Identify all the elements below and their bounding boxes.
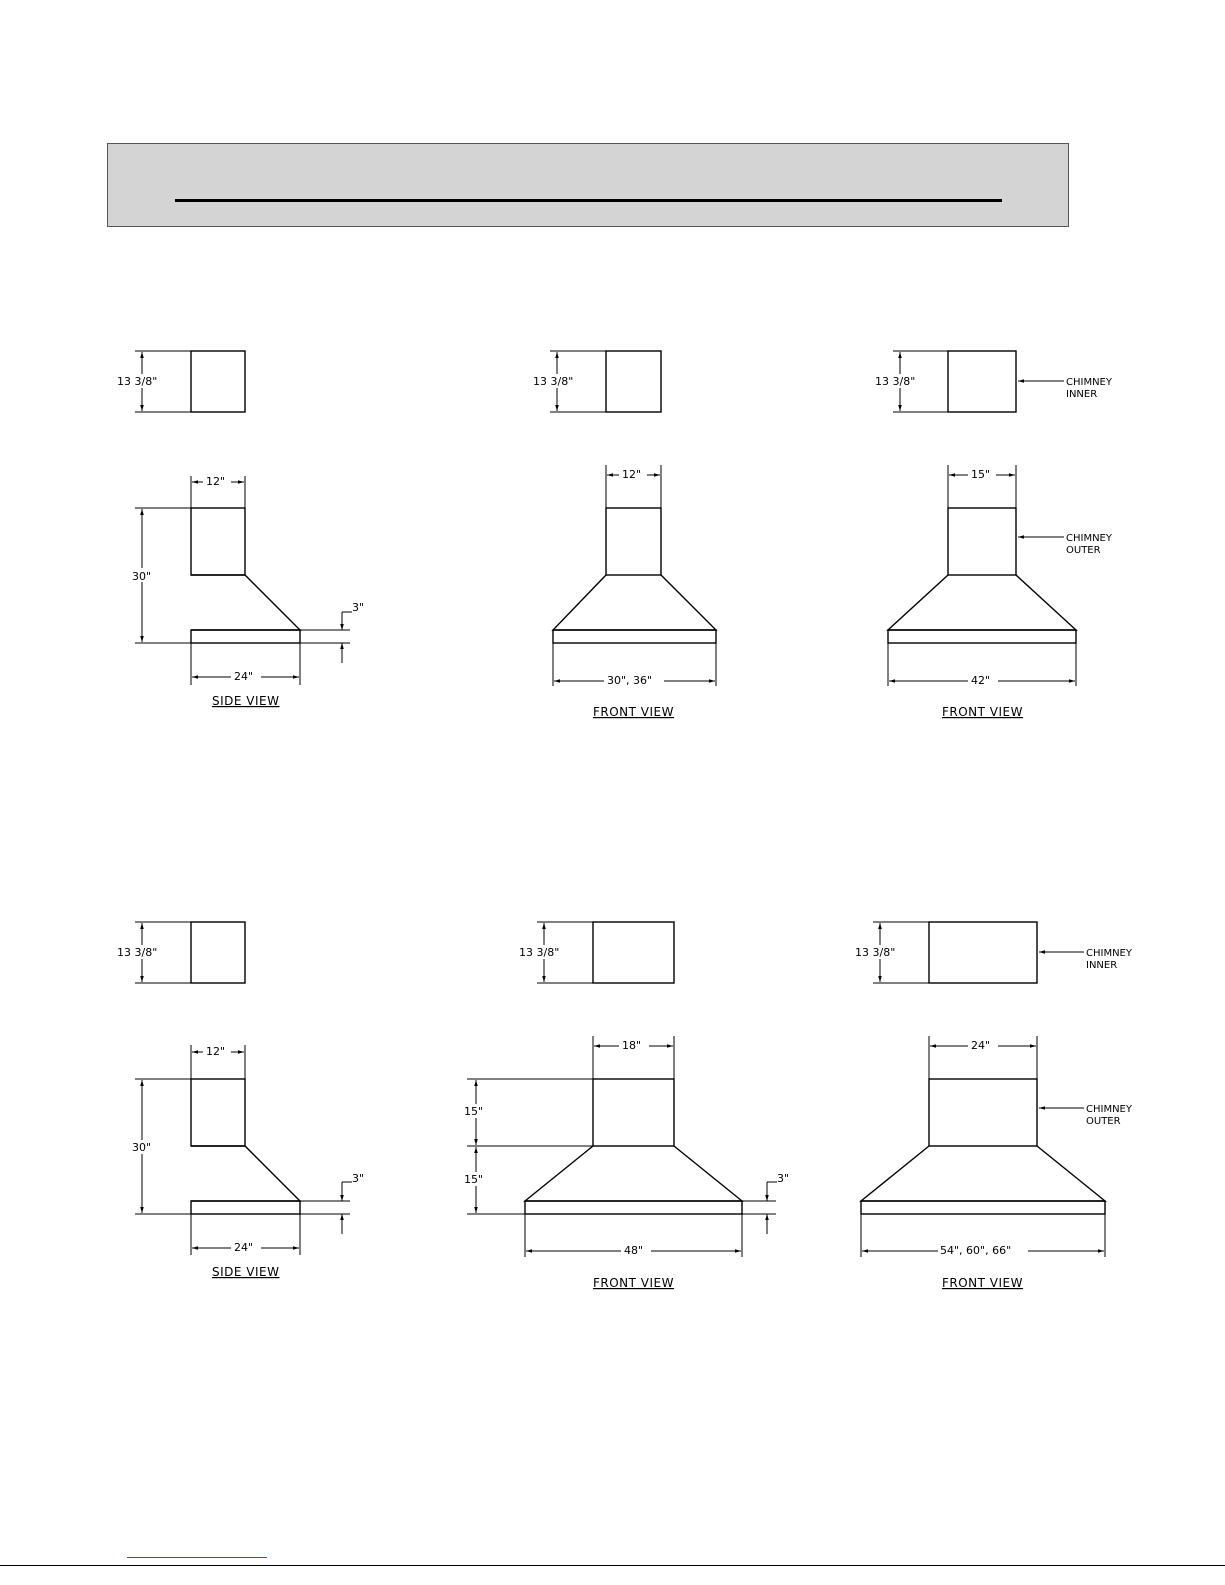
dim-inner-height: 13 3/8" xyxy=(117,946,158,959)
label-chimney-outer-2: OUTER xyxy=(1066,545,1101,556)
dim-hood-depth: 24" xyxy=(234,1241,254,1254)
dim-inner-height: 13 3/8" xyxy=(875,375,916,388)
dim-chimney-width: 12" xyxy=(206,1045,226,1058)
dim-inner-height: 13 3/8" xyxy=(117,375,158,388)
dim-hood-width: 48" xyxy=(624,1244,644,1257)
dim-lip: 3" xyxy=(352,601,365,614)
view-title: SIDE VIEW xyxy=(212,694,280,708)
dim-lower-height: 15" xyxy=(464,1173,484,1186)
dim-total-height: 30" xyxy=(132,570,152,583)
label-chimney-inner-2: INNER xyxy=(1066,389,1098,400)
footer-rule xyxy=(0,1565,1225,1566)
label-chimney-inner-2: INNER xyxy=(1086,960,1118,971)
dim-inner-height: 13 3/8" xyxy=(519,946,560,959)
top-front-view-b xyxy=(888,465,1113,719)
bottom-front-b-inner-chimney xyxy=(854,922,1133,983)
top-side-view xyxy=(130,474,364,708)
label-chimney-outer-1: CHIMNEY xyxy=(1086,1104,1132,1115)
label-chimney-inner-1: CHIMNEY xyxy=(1086,948,1132,959)
dim-hood-depth: 24" xyxy=(234,670,254,683)
label-chimney-outer-1: CHIMNEY xyxy=(1066,533,1112,544)
dim-hood-width: 54", 60", 66" xyxy=(940,1244,1012,1257)
top-front-b-inner-chimney xyxy=(874,351,1113,412)
dim-chimney-width: 12" xyxy=(206,475,226,488)
view-title: FRONT VIEW xyxy=(942,1276,1024,1290)
bottom-side-view xyxy=(130,1044,364,1279)
dim-chimney-width: 15" xyxy=(971,468,991,481)
bottom-front-view-b xyxy=(861,1036,1133,1290)
label-chimney-inner-1: CHIMNEY xyxy=(1066,377,1112,388)
label-chimney-outer-2: OUTER xyxy=(1086,1116,1121,1127)
bottom-front-a-inner-chimney xyxy=(518,922,674,983)
dim-hood-width: 42" xyxy=(971,674,991,687)
dim-hood-width: 30", 36" xyxy=(607,674,653,687)
footer-link-underline xyxy=(127,1557,267,1558)
dim-chimney-width: 12" xyxy=(622,468,642,481)
dim-upper-height: 15" xyxy=(464,1105,484,1118)
view-title: FRONT VIEW xyxy=(593,1276,675,1290)
dim-inner-height: 13 3/8" xyxy=(855,946,896,959)
view-title: FRONT VIEW xyxy=(942,705,1024,719)
dim-total-height: 30" xyxy=(132,1141,152,1154)
dim-inner-height: 13 3/8" xyxy=(533,375,574,388)
top-front-a-inner-chimney xyxy=(532,351,661,412)
view-title: FRONT VIEW xyxy=(593,705,675,719)
top-front-view-a xyxy=(553,465,716,719)
bottom-front-view-a xyxy=(463,1036,789,1290)
view-title: SIDE VIEW xyxy=(212,1265,280,1279)
bottom-side-inner-chimney xyxy=(116,922,245,983)
dim-chimney-width: 18" xyxy=(622,1039,642,1052)
dim-lip: 3" xyxy=(777,1172,790,1185)
top-side-inner-chimney xyxy=(116,351,245,412)
dim-chimney-width: 24" xyxy=(971,1039,991,1052)
dim-lip: 3" xyxy=(352,1172,365,1185)
